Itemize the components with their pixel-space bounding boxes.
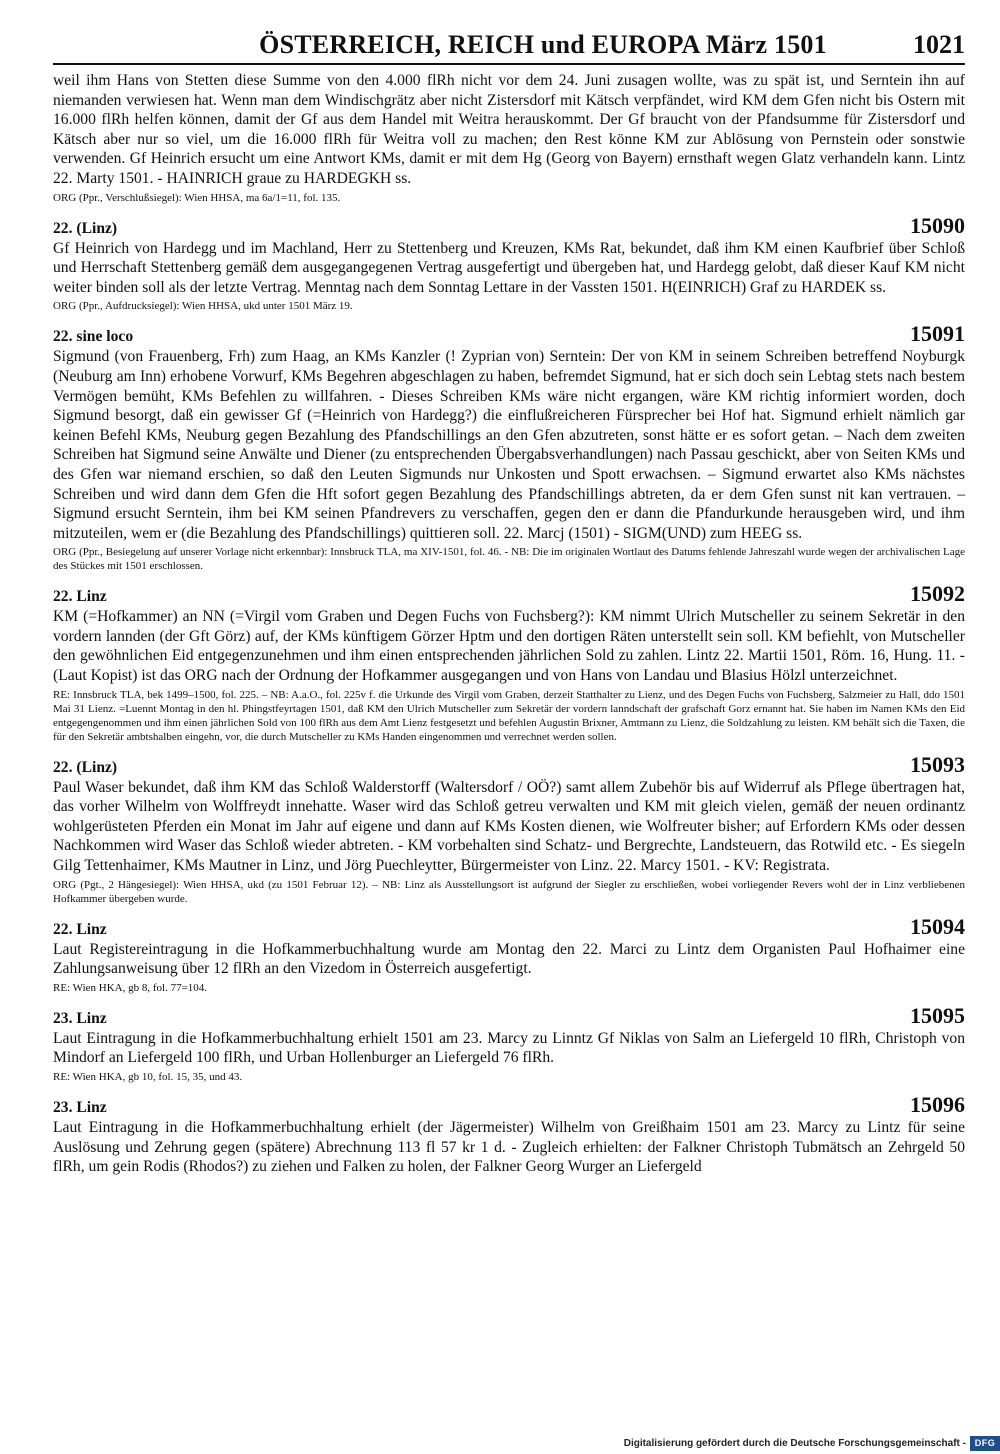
entry-number: 15094 <box>910 913 965 939</box>
continuation-block <box>53 71 965 205</box>
entry-header <box>53 213 965 239</box>
entry-header <box>53 914 965 940</box>
entry-header <box>53 752 965 778</box>
entry-number: 15092 <box>910 581 965 607</box>
entry-note: RE: Wien HKA, gb 8, fol. 77=104. <box>53 981 208 994</box>
entry-text: Laut Eintragung in die Hofkammerbuchhaltung erhielt 1501 am 23. Marcy zu Linntz Gf Niklas von Salm an Liefergeld 10 flRh, Christoph von Mindorf an Liefergeld 100 flRh, und Urban Hollenburger an Liefergeld 76 flRh. <box>53 1029 965 1067</box>
entry-location: 22. (Linz) <box>53 219 118 237</box>
page-header <box>53 30 965 65</box>
entry-number: 15096 <box>910 1092 965 1117</box>
entry-15091 <box>53 321 965 573</box>
entry-note: RE: Wien HKA, gb 10, fol. 15, 35, und 43. <box>53 1071 243 1083</box>
entry-number: 15095 <box>910 1002 965 1028</box>
entry-number: 15090 <box>910 212 965 238</box>
entry-number: 15093 <box>910 751 965 777</box>
entry-note: RE: Innsbruck TLA, bek 1499–1500, fol. 225. – NB: A.a.O., fol. 225v f. die Urkunde des Virgil vom Graben, derzeit Statthalter zu Lienz, und des Degen Fuchs von Fuchsberg, Salzmeier zu Hall, ddo 1501 Mai 31 Lienz. =Luennt Montag in den hl. Phingstfeyrtagen 1501, daß KM den Ulrich Mutscheller zum Sekretär der vordern lanndschaft der grafschaft Gorz ernannt hat. Sie haben im Namen KMs den Eid entgegengenommen und ihm einen jährlichen Sold von 100 flRh aus dem Amt Lienz festgesetzt und befehlen Augustin Brixner, Amtmann zu Lienz, die Soldzahlung zu leisten. KM behält sich die Taxen, die für den Sekretär ambtshalben eingehn, vor, die durch Mutscheller zu KMs Handen eingenommen und verrechnet werden sollen. <box>53 688 965 743</box>
entry-text: Laut Eintragung in die Hofkammerbuchhaltung erhielt (der Jägermeister) Wilhelm von Greißhaim 1501 am 23. Marcy zu Lintz für seine Auslösung und Zehrung gegen (spätere) Abrechnung 113 fl 57 kr 1 d. - Zugleich erhielten: der Falkner Christoph Tubmätsch an Zehrgeld 50 flRh, um gein Rodis (Rhodos?) zu ziehen und Falken zu holen, der Falkner Georg Wurger an Liefergeld <box>53 1119 965 1176</box>
entry-note: ORG (Ppr., Aufdrucksiegel): Wien HHSA, ukd unter 1501 März 19. <box>53 300 353 313</box>
dfg-logo-icon: DFG <box>970 1436 1000 1451</box>
entry-number: 15091 <box>910 321 965 347</box>
entry-text: Sigmund (von Frauenberg, Frh) zum Haag, an KMs Kanzler (! Zyprian von) Serntein: Der von KM in seinem Schreiben betreffend Noyburgk (Neuburg am Inn) erhobene Vorwurf, KMs Begehren abgeschlagen zu haben, befremdet Sigmund, hat er sich doch sein Lebtag stets nach bestem Vermögen bemüht, KMs Befehlen zu willfahren. - Dieses Schreiben KMs wäre nicht ergangen, wäre KM richtig informiert worden, doch Sigmund besorgt, daß ein gewisser Gf (=Heinrich von Hardegg?) die einflußreicheren Fürsprecher bei Hof hat. Sigmund erhielt nämlich gar keinen Befehl KMs, Neuburg gegen Bezahlung des Pfandschillings an den Gfen abzutreten, sonst hätte er es sofort getan. – Nach dem zweiten Schreiben hat Sigmund seine Anwälte und Diener (zu entsprechenden Übergabsverhandlungen) nach Passau geschickt, aber von Seiten KMs und des Gfen war niemand erschien, so daß den Leuten Sigmunds nur Unkosten und Spott erwachsen. – Sigmund erwartet also KMs nächstes Schreiben und wird dann dem Gfen die Hft sofort gegen Bezahlung des Pfandschillings abtreten, da er dem Gfen sunst nit kan vertrauen. – Sigmund ersucht Serntein, ihm bei KM seinen Pfandrevers zu verschaffen, gegen den er dann die Pfandurkunde herausgeben wird, und ihm mitzuteilen, wem er (die Bezahlung des Pfandschillings) quittieren soll. 22. Marcj (1501) - SIGM(UND) zum HEEG ss. <box>53 348 965 542</box>
funding-credit: Digitalisierung gefördert durch die Deutsche Forschungsgemeinschaft - <box>623 1438 966 1449</box>
page-footer <box>624 1433 1000 1454</box>
page-title: ÖSTERREICH, REICH und EUROPA März 1501 <box>259 30 827 59</box>
page-number: 1021 <box>913 30 965 59</box>
entry-15090 <box>53 213 965 314</box>
entry-header <box>53 581 965 607</box>
entry-15094 <box>53 914 965 995</box>
continuation-text: weil ihm Hans von Stetten diese Summe von den 4.000 flRh nicht vor dem 24. Juni zusagen wollte, was zu spät ist, und Serntein ihn auf niemanden verwiesen hat. Wenn man dem Windischgrätz aber nicht Zistersdorf mit Kätsch verpfändet, wird KM dem Gfen nicht bis Ostern mit 16.000 flRh helfen können, damit der Gf aus dem Handel mit Weitra herauskommt. Der Gf braucht von der Pfandsumme für Zistersdorf und Kätsch aber nur so viel, um die 16.000 flRh für Weitra voll zu machen; den Rest könne KM zur Ablösung von Pernstein oder sonstwie verwenden. Gf Heinrich ersucht um eine Antwort KMs, damit er mit dem Hg (Georg von Bayern) ernsthaft wegen Glatz verhandeln kann. Lintz 22. Marty 1501. - HAINRICH graue zu HARDEGKH ss. <box>53 72 965 187</box>
entry-location: 23. Linz <box>53 1099 107 1116</box>
entry-note: ORG (Ppr., Besiegelung auf unserer Vorlage nicht erkennbar): Innsbruck TLA, ma XIV-1501, fol. 46. - NB: Die im originalen Wortlaut des Datums fehlende Jahreszahl wurde wegen der archivalischen Lage des Stückes mit 1501 erschlossen. <box>53 546 965 573</box>
entry-text: KM (=Hofkammer) an NN (=Virgil vom Graben und Degen Fuchs von Fuchsberg?): KM nimmt Ulrich Mutscheller zu seinem Sekretär in den vordern lannden (der Gft Görz) auf, der KMs künftigem Görzer Hptm und den dortigen Räten unterstellt sein soll. KM befiehlt, von Mutscheller den gewöhnlichen Eid entgegenzunehmen und ihm einen entsprechenden jährlichen Sold zu zahlen. Lintz 22. Martii 1501, Röm. 16, Hung. 11. - (Laut Kopist) ist das ORG nach der Ordnung der Hofkammer ausgegangen und von Hans von Landau und Blasius Hölzl unterzeichnet. <box>53 608 965 685</box>
entry-text: Laut Registereintragung in die Hofkammerbuchhaltung wurde am Montag den 22. Marci zu Lintz dem Organisten Paul Hofhaimer eine Zahlungsanweisung über 12 flRh an den Vizedom in Österreich ausgefertigt. <box>53 940 965 978</box>
entry-text: Gf Heinrich von Hardegg und im Machland, Herr zu Stettenberg und Kreuzen, KMs Rat, bekundet, daß ihm KM einen Kaufbrief über Schloß und Herrschaft Stettenberg gemäß dem ausgegangegenen Vertrag ausgefertigt und übergeben hat, und Hardegg gelobt, daß dieser Kauf KM nicht weiter binden soll als der letzte Vertrag. Menntag nach dem Sonntag Lettare in der Vassten 1501. H(EINRICH) Graf zu HARDEK ss. <box>53 239 965 296</box>
entry-location: 23. Linz <box>53 1009 107 1027</box>
entry-location: 22. sine loco <box>53 328 134 346</box>
entry-15092 <box>53 581 965 743</box>
entry-text: Paul Waser bekundet, daß ihm KM das Schloß Walderstorff (Waltersdorf / OÖ?) samt allem Zubehör bis auf Widerruf als Pflege übertragen hat, das vorher Wilhelm von Wolffreydt innehatte. Waser wird das Schloß getreu verwalten und KM mit gleich vielen, gemäß der neuen ordinantz wohlgerüsteten Pferden ein Monat im Jahr auf eigene und dann auf KMs Kosten dienen, wie Wolfreuter bisher; auf Erfordern KMs oder dessen Nachkommen wird Waser das Schloß wieder abtreten. - KM vorbehalten sind Schatz- und Bergrechte, Landsteuern, das Rotwild etc. - Es siegeln Gilg Tettenhaimer, KMs Mautner in Linz, und Jörg Puechleytter, Bürgermeister von Linz. 22. Marcy 1501. - KV: Registrata. <box>53 778 965 875</box>
continuation-note: ORG (Ppr., Verschlußsiegel): Wien HHSA, ma 6a/1=11, fol. 135. <box>53 191 341 204</box>
entry-location: 22. (Linz) <box>53 758 118 776</box>
entry-header <box>53 1092 965 1118</box>
entry-header <box>53 1003 965 1029</box>
entry-header <box>53 321 965 347</box>
entry-15093 <box>53 752 965 906</box>
entry-note: ORG (Pgt., 2 Hängesiegel): Wien HHSA, ukd (zu 1501 Februar 12). – NB: Linz als Ausstellungsort ist aufgrund der Siegler zu erschließen, wobei vorliegender Revers wohl der in Linz verbliebenen Hofkammer übergeben wurde. <box>53 878 965 905</box>
entry-location: 22. Linz <box>53 588 107 606</box>
entry-15095 <box>53 1003 965 1084</box>
entry-15096 <box>53 1092 965 1177</box>
entry-location: 22. Linz <box>53 920 107 938</box>
document-page <box>53 30 965 1177</box>
